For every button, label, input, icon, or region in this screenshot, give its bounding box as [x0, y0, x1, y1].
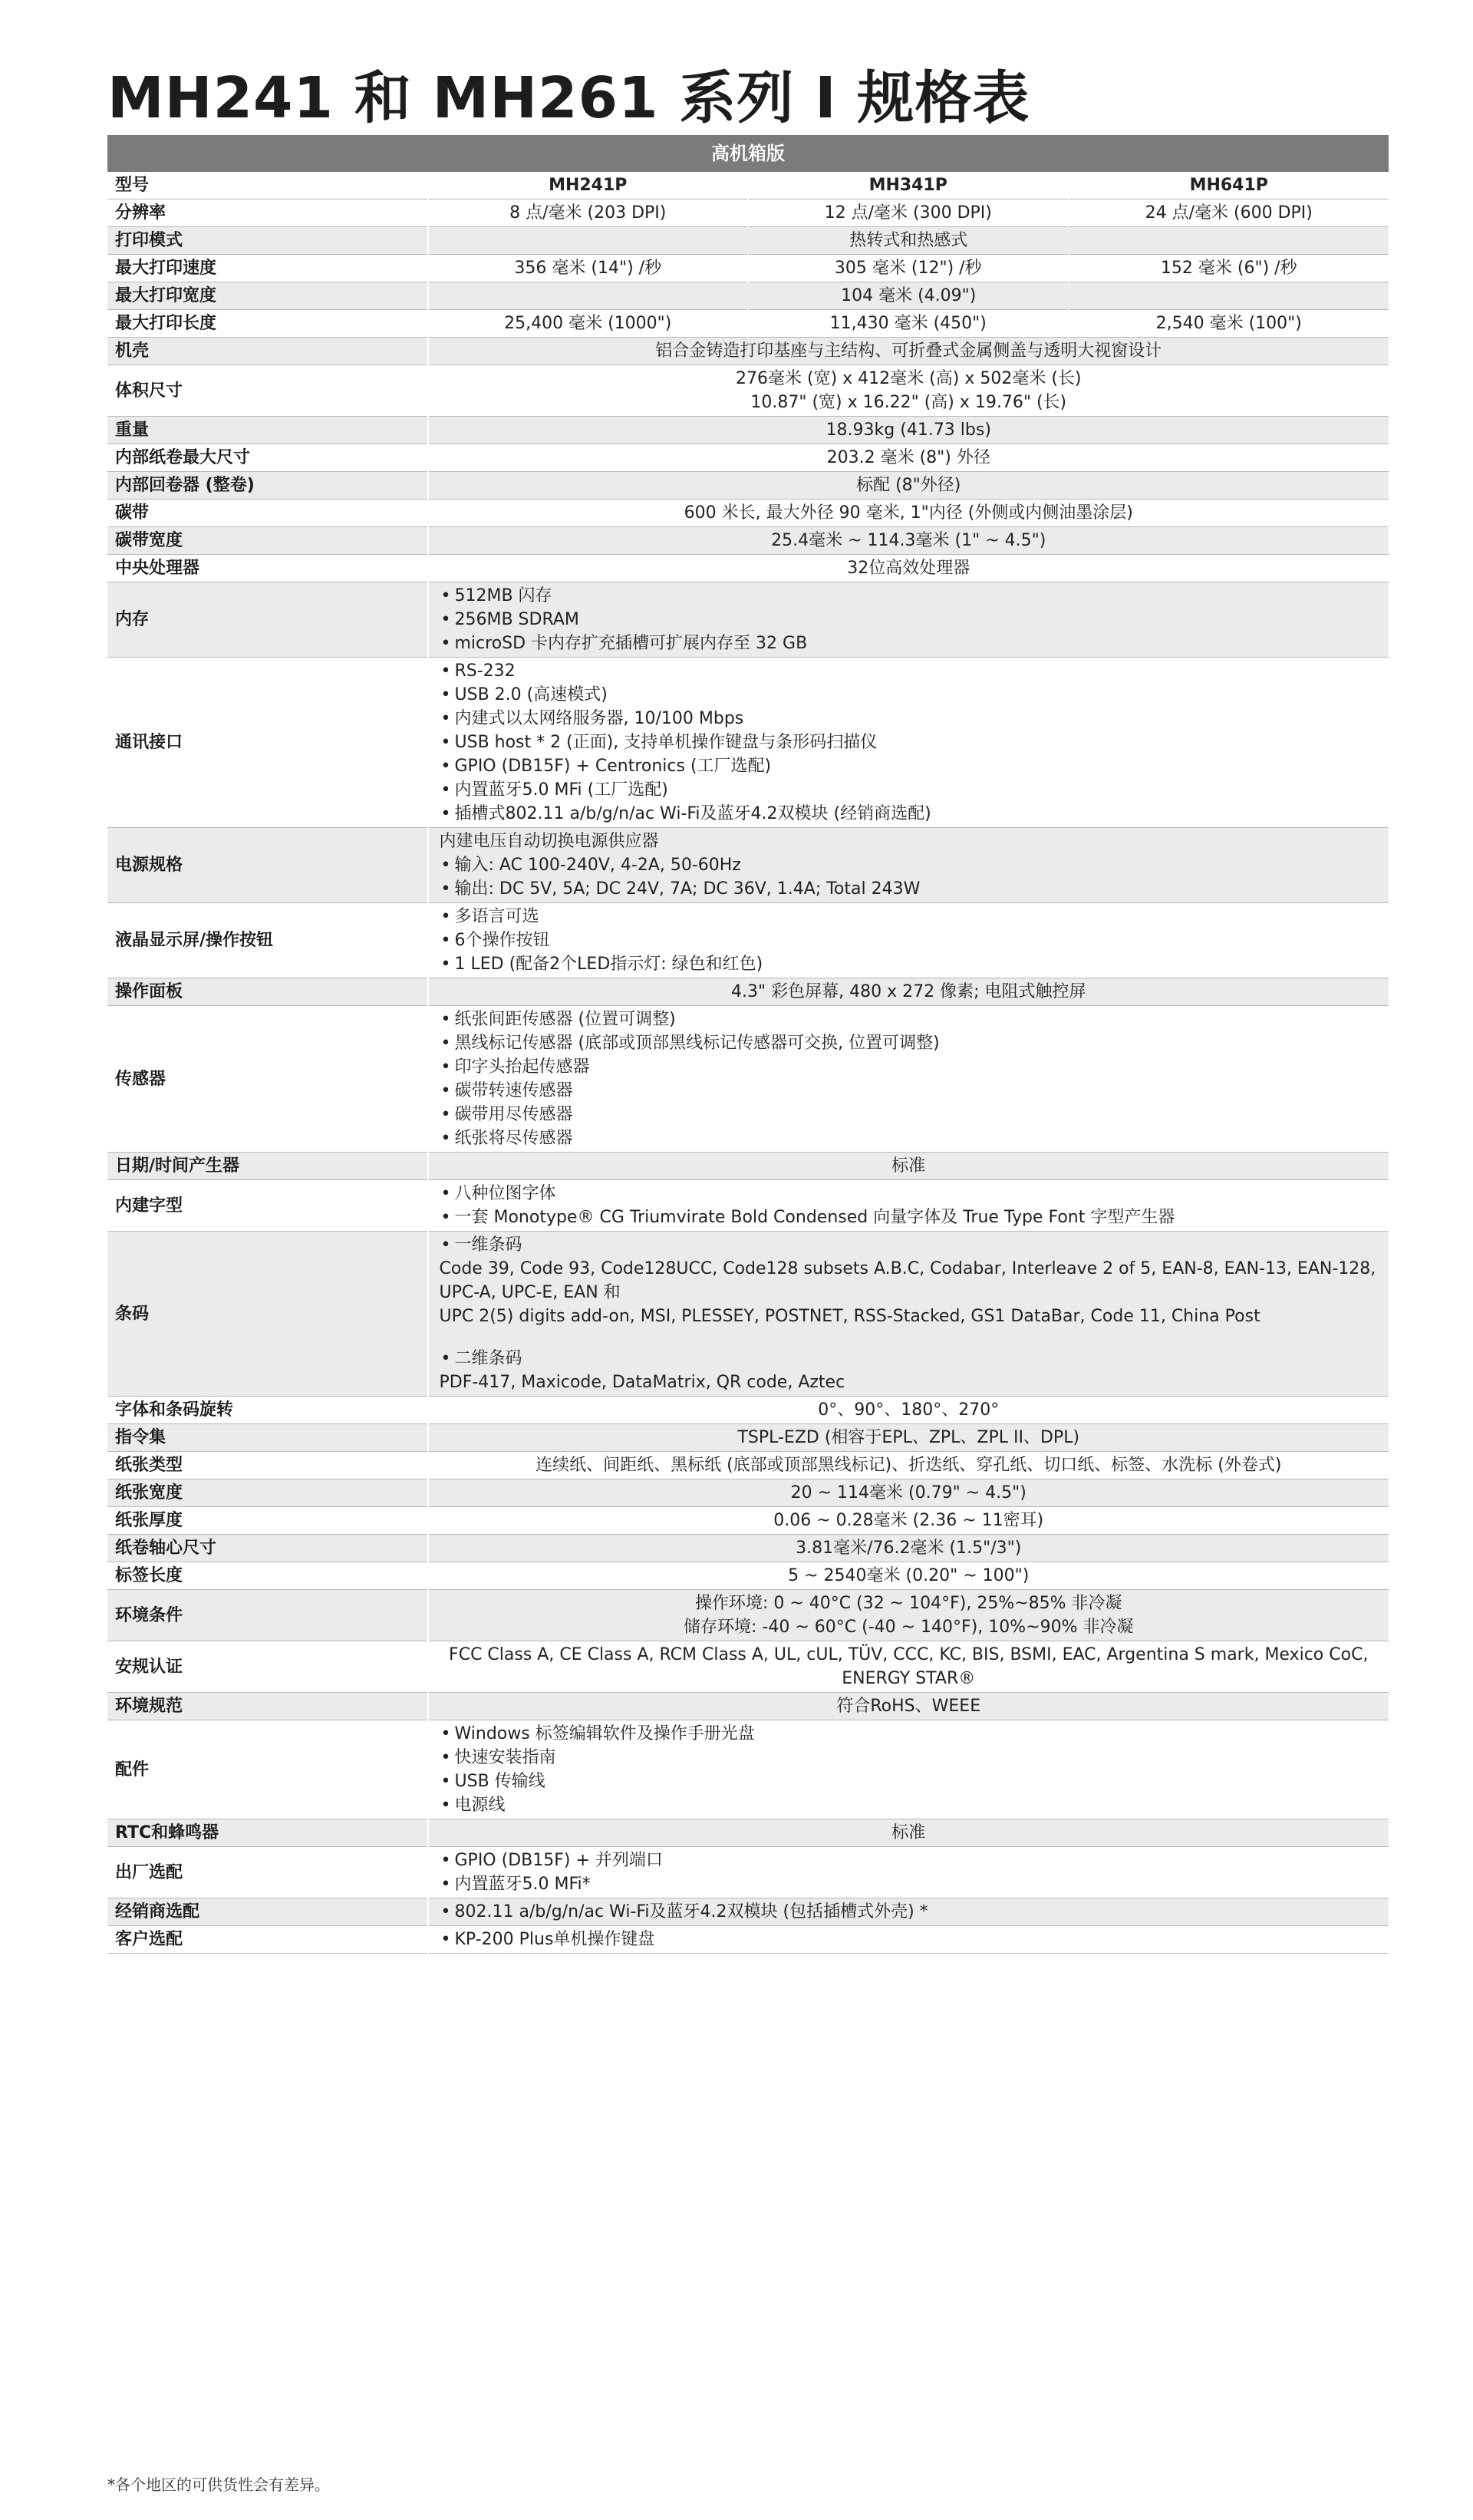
spec-row: [107, 1153, 1389, 1180]
bullet-item: • 快速安装指南: [440, 1746, 1380, 1770]
bullet-list: [440, 1928, 1380, 1951]
bullet-item: • 黑线标记传感器 (底部或顶部黑线标记传感器可交换, 位置可调整): [440, 1031, 1380, 1055]
bullet-item: • USB host * 2 (正面), 支持单机操作键盘与条形码扫描仪: [440, 731, 1380, 754]
spec-list-cell: [428, 582, 1389, 658]
spec-label: 客户选配: [107, 1926, 428, 1954]
bullet-item: • KP-200 Plus单机操作键盘: [440, 1928, 1380, 1951]
bullet-item: • microSD 卡内存扩充插槽可扩展内存至 32 GB: [440, 632, 1380, 655]
spec-list-cell: [428, 658, 1389, 828]
spec-list-cell: [428, 828, 1389, 903]
spec-label: 操作面板: [107, 978, 428, 1006]
bullet-list: [440, 1900, 1380, 1924]
bullet-list: [440, 659, 1380, 826]
bullet-item: • 纸张将尽传感器: [440, 1126, 1380, 1150]
barcode-2d-line: PDF-417, Maxicode, DataMatrix, QR code, Aztec: [439, 1373, 845, 1392]
spec-intro: 内建电压自动切换电源供应器: [439, 832, 659, 851]
spec-value: 32位高效处理器: [428, 555, 1389, 582]
spec-value: 356 毫米 (14") /秒: [428, 255, 749, 282]
spec-line: 储存环境: -40 ~ 60°C (-40 ~ 140°F), 10%~90% 非冷凝: [684, 1618, 1134, 1637]
spec-value: 18.93kg (41.73 lbs): [428, 417, 1389, 444]
spec-value: 4.3" 彩色屏幕, 480 x 272 像素; 电阻式触控屏: [428, 978, 1389, 1006]
spec-row: [107, 1847, 1389, 1898]
spec-label: 碳带: [107, 500, 428, 527]
spec-value: TSPL-EZD (相容于EPL、ZPL、ZPL II、DPL): [428, 1424, 1389, 1452]
spec-label: 出厂选配: [107, 1847, 428, 1898]
spec-row: [107, 417, 1389, 444]
spec-label: 分辨率: [107, 200, 428, 227]
spec-row: [107, 1397, 1389, 1424]
spec-list-cell: [428, 1926, 1389, 1954]
bullet-item: • 印字头抬起传感器: [440, 1055, 1380, 1079]
barcode-1d-line: UPC 2(5) digits add-on, MSI, PLESSEY, POSTNET, RSS-Stacked, GS1 DataBar, Code 11, China Post: [439, 1307, 1260, 1326]
bullet-item: • 多语言可选: [440, 905, 1380, 929]
spec-label: 最大打印速度: [107, 255, 428, 282]
bullet-list: [440, 905, 1380, 976]
spec-row: [107, 1479, 1389, 1507]
spec-row: [107, 1535, 1389, 1562]
spec-value: 25,400 毫米 (1000"): [428, 310, 749, 338]
bullet-item: • Windows 标签编辑软件及操作手册光盘: [440, 1722, 1380, 1746]
spec-row: [107, 310, 1389, 338]
spec-value: 24 点/毫米 (600 DPI): [1069, 200, 1389, 227]
bullet-item: • 1 LED (配备2个LED指示灯: 绿色和红色): [440, 952, 1380, 976]
bullet-item: • 输出: DC 5V, 5A; DC 24V, 7A; DC 36V, 1.4A; Total 243W: [440, 877, 1380, 901]
spec-list-cell: [428, 903, 1389, 978]
spec-value: 600 米长, 最大外径 90 毫米, 1"内径 (外侧或内侧油墨涂层): [428, 500, 1389, 527]
spec-value: [428, 1590, 1389, 1641]
spec-value: 标准: [428, 1153, 1389, 1180]
spec-row: [107, 1898, 1389, 1926]
spec-row: [107, 1424, 1389, 1452]
bullet-list: [440, 1233, 1380, 1257]
spec-label: 最大打印长度: [107, 310, 428, 338]
spec-row: [107, 1507, 1389, 1535]
section-title: 高机箱版: [107, 135, 1389, 172]
spec-label: 碳带宽度: [107, 527, 428, 555]
spec-label: 标签长度: [107, 1562, 428, 1590]
spec-label: 日期/时间产生器: [107, 1153, 428, 1180]
spec-label: 打印模式: [107, 227, 428, 255]
bullet-item: • 输入: AC 100-240V, 4-2A, 50-60Hz: [440, 853, 1380, 877]
spec-value: 20 ~ 114毫米 (0.79" ~ 4.5"): [428, 1479, 1389, 1507]
bullet-item: • 512MB 闪存: [440, 584, 1380, 608]
spec-value: [428, 365, 1389, 417]
spec-value: 152 毫米 (6") /秒: [1069, 255, 1389, 282]
bullet-list: [440, 1722, 1380, 1817]
spec-row: [107, 1819, 1389, 1847]
spec-label: 内存: [107, 582, 428, 658]
bullet-item: • 电源线: [440, 1793, 1380, 1817]
spec-row: [107, 1562, 1389, 1590]
barcode-1d-line: Code 39, Code 93, Code128UCC, Code128 subsets A.B.C, Codabar, Interleave 2 of 5, EAN-8, EAN-13, EAN-128, UPC-A, UPC-E, EAN 和: [439, 1259, 1376, 1302]
spec-label: 经销商选配: [107, 1898, 428, 1926]
bullet-item: • 二维条码: [440, 1347, 1380, 1370]
bullet-item: • 6个操作按钮: [440, 929, 1380, 952]
footnote: *各个地区的可供货性会有差异。: [107, 2475, 330, 2494]
spec-row: [107, 1006, 1389, 1153]
spec-row: [107, 1590, 1389, 1641]
spec-row: [107, 1180, 1389, 1232]
bullet-item: • 一套 Monotype® CG Triumvirate Bold Condensed 向量字体及 True Type Font 字型产生器: [440, 1206, 1380, 1229]
spec-row: [107, 227, 1389, 255]
spec-row: [107, 200, 1389, 227]
spec-row: [107, 444, 1389, 472]
spec-label: 安规认证: [107, 1641, 428, 1693]
bullet-item: • 内置蓝牙5.0 MFi (工厂选配): [440, 778, 1380, 802]
spec-label: 内部回卷器 (整卷): [107, 472, 428, 500]
spec-row: [107, 1452, 1389, 1479]
spec-value: 0°、90°、180°、270°: [428, 1397, 1389, 1424]
spec-value: 12 点/毫米 (300 DPI): [748, 200, 1069, 227]
spec-value: 2,540 毫米 (100"): [1069, 310, 1389, 338]
bullet-item: • 256MB SDRAM: [440, 608, 1380, 632]
spec-label: 内建字型: [107, 1180, 428, 1232]
spec-label: 纸张宽度: [107, 1479, 428, 1507]
spec-label: 最大打印宽度: [107, 282, 428, 310]
bullet-item: • 八种位图字体: [440, 1182, 1380, 1206]
spec-value: 104 毫米 (4.09"): [428, 282, 1389, 310]
spec-label: 体积尺寸: [107, 365, 428, 417]
bullet-item: • USB 2.0 (高速模式): [440, 683, 1380, 707]
spec-label: 内部纸卷最大尺寸: [107, 444, 428, 472]
bullet-list: [440, 1182, 1380, 1229]
bullet-item: • 802.11 a/b/g/n/ac Wi-Fi及蓝牙4.2双模块 (包括插槽式外壳) *: [440, 1900, 1380, 1924]
spec-value: 热转式和热感式: [428, 227, 1389, 255]
bullet-item: • 内置蓝牙5.0 MFi*: [440, 1872, 1380, 1896]
bullet-list: [440, 853, 1380, 901]
spec-list-cell: [428, 1847, 1389, 1898]
spec-row: [107, 582, 1389, 658]
spec-label: 配件: [107, 1720, 428, 1819]
spec-row: [107, 1720, 1389, 1819]
spec-list-cell: [428, 1006, 1389, 1153]
bullet-item: • 碳带转速传感器: [440, 1079, 1380, 1103]
spec-label: 中央处理器: [107, 555, 428, 582]
model-row: [107, 172, 1389, 200]
spec-value: 3.81毫米/76.2毫米 (1.5"/3"): [428, 1535, 1389, 1562]
spec-value: 符合RoHS、WEEE: [428, 1693, 1389, 1720]
spec-line: 10.87" (宽) x 16.22" (高) x 19.76" (长): [750, 393, 1067, 412]
spec-value: 连续纸、间距纸、黑标纸 (底部或顶部黑线标记)、折迭纸、穿孔纸、切口纸、标签、水洗标 (外卷式): [428, 1452, 1389, 1479]
spec-value: FCC Class A, CE Class A, RCM Class A, UL, cUL, TÜV, CCC, KC, BIS, BSMI, EAC, Argentina S mark, Mexico CoC, ENERGY STAR®: [428, 1641, 1389, 1693]
spec-row: [107, 903, 1389, 978]
spec-value: 铝合金铸造打印基座与主结构、可折叠式金属侧盖与透明大视窗设计: [428, 338, 1389, 365]
spec-list-cell: [428, 1180, 1389, 1232]
bullet-item: • GPIO (DB15F) + 并列端口: [440, 1849, 1380, 1872]
spec-row: [107, 658, 1389, 828]
spec-label: 重量: [107, 417, 428, 444]
spec-label: 环境规范: [107, 1693, 428, 1720]
spec-line: 操作环境: 0 ~ 40°C (32 ~ 104°F), 25%~85% 非冷凝: [694, 1594, 1122, 1613]
bullet-list: [440, 1347, 1380, 1370]
bullet-item: • 纸张间距传感器 (位置可调整): [440, 1008, 1380, 1031]
spec-row: [107, 1641, 1389, 1693]
spec-row: [107, 978, 1389, 1006]
spec-value: 标配 (8"外径): [428, 472, 1389, 500]
bullet-list: [440, 1849, 1380, 1896]
spec-row: [107, 282, 1389, 310]
model-name: MH241P: [428, 172, 749, 200]
bullet-item: • USB 传输线: [440, 1770, 1380, 1793]
spec-row: [107, 1926, 1389, 1954]
spec-label: 纸卷轴心尺寸: [107, 1535, 428, 1562]
spec-row: [107, 828, 1389, 903]
bullet-list: [440, 584, 1380, 655]
spec-row: [107, 255, 1389, 282]
spec-value: 标准: [428, 1819, 1389, 1847]
spec-label: 条码: [107, 1232, 428, 1397]
spec-value: 8 点/毫米 (203 DPI): [428, 200, 749, 227]
spec-label: 环境条件: [107, 1590, 428, 1641]
model-name: MH641P: [1069, 172, 1389, 200]
spec-line: 276毫米 (宽) x 412毫米 (高) x 502毫米 (长): [736, 369, 1082, 388]
spec-row: [107, 1232, 1389, 1397]
spec-label: 液晶显示屏/操作按钮: [107, 903, 428, 978]
spec-table: [107, 135, 1389, 1954]
spec-value: 0.06 ~ 0.28毫米 (2.36 ~ 11密耳): [428, 1507, 1389, 1535]
bullet-item: • 插槽式802.11 a/b/g/n/ac Wi-Fi及蓝牙4.2双模块 (经销商选配): [440, 802, 1380, 826]
bullet-item: • GPIO (DB15F) + Centronics (工厂选配): [440, 754, 1380, 778]
model-label: 型号: [107, 172, 428, 200]
bullet-item: • 碳带用尽传感器: [440, 1103, 1380, 1126]
spec-row: [107, 1693, 1389, 1720]
spec-label: 传感器: [107, 1006, 428, 1153]
spec-label: 电源规格: [107, 828, 428, 903]
spec-label: 纸张厚度: [107, 1507, 428, 1535]
page-title: MH241 和 MH261 系列 I 规格表: [107, 65, 1030, 131]
spec-value: 305 毫米 (12") /秒: [748, 255, 1069, 282]
spec-label: 字体和条码旋转: [107, 1397, 428, 1424]
spec-value: 5 ~ 2540毫米 (0.20" ~ 100"): [428, 1562, 1389, 1590]
spacer: [440, 1328, 1380, 1347]
bullet-item: • RS-232: [440, 659, 1380, 683]
spec-row: [107, 500, 1389, 527]
spec-value: 11,430 毫米 (450"): [748, 310, 1069, 338]
spec-list-cell: [428, 1720, 1389, 1819]
spec-list-cell: [428, 1898, 1389, 1926]
spec-value: 25.4毫米 ~ 114.3毫米 (1" ~ 4.5"): [428, 527, 1389, 555]
bullet-item: • 内建式以太网络服务器, 10/100 Mbps: [440, 707, 1380, 731]
spec-label: 指令集: [107, 1424, 428, 1452]
spec-label: 纸张类型: [107, 1452, 428, 1479]
spec-row: [107, 472, 1389, 500]
spec-row: [107, 338, 1389, 365]
spec-label: RTC和蜂鸣器: [107, 1819, 428, 1847]
spec-row: [107, 365, 1389, 417]
bullet-item: • 一维条码: [440, 1233, 1380, 1257]
spec-row: [107, 555, 1389, 582]
section-header: [107, 135, 1389, 172]
bullet-list: [440, 1008, 1380, 1150]
model-name: MH341P: [748, 172, 1069, 200]
spec-label: 机壳: [107, 338, 428, 365]
spec-row: [107, 527, 1389, 555]
spec-label: 通讯接口: [107, 658, 428, 828]
barcode-cell: [428, 1232, 1389, 1397]
spec-value: 203.2 毫米 (8") 外径: [428, 444, 1389, 472]
